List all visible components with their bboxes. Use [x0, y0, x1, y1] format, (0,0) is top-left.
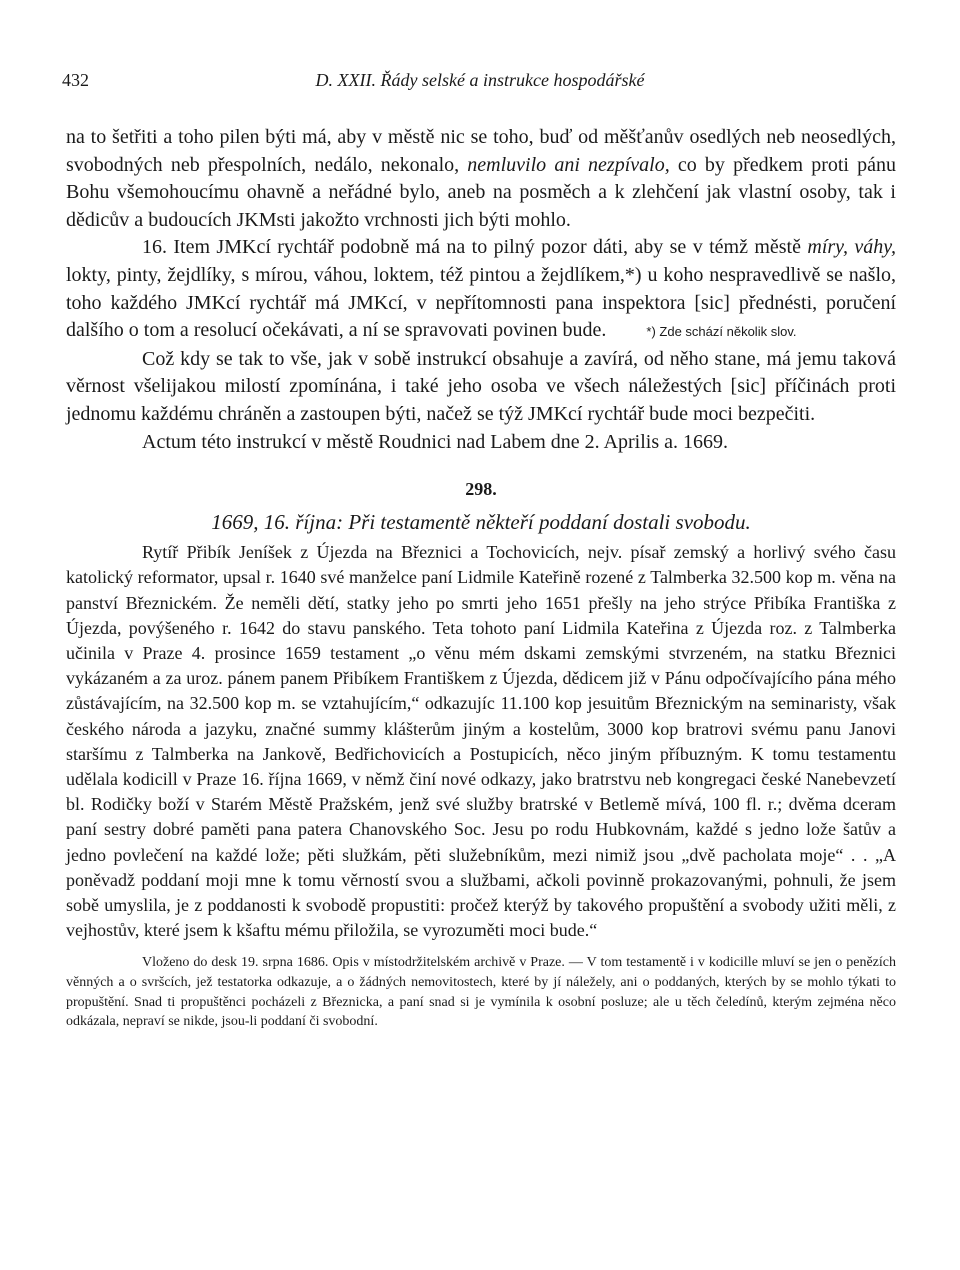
- paragraph-text: co by předkem proti pánu Bohu všemohoucímu ohavně a neřádné bylo, aneb na posměch a k zlehčení jak vlastní osoby, tak i dědicův a budoucích JKMsti jakožto vrchnosti jich býti mohlo.: [66, 153, 897, 231]
- note-text: Vloženo do desk 19. srpna 1686. Opis v místodržitelském archivě v Praze. — V tom testamentě i v kodicille mluví se jen o penězích věnných a o svršcích, jež testatorka odkazuje, a o žádných nemovitostech, které by jí náležely, ani o poddaných, kterých by se mohlo týkati to propuštění. Snad ti propuštěnci pocházeli z Březnicka, a paní snad si je vymínila k osobní posluze; ale u těch čeledínů, kterým zejména něco odkázala, nepraví se nikde, jsou-li poddaní či svobodní.: [66, 955, 896, 1030]
- paragraph-continuation: [66, 124, 896, 234]
- paragraph-text: 16. Item JMKcí rychtář podobně má na to pilný pozor dáti, aby se v témž městě: [142, 236, 808, 259]
- inline-footnote: *) Zde schází několik slov.: [646, 324, 797, 340]
- paragraph-actum: Actum této instrukcí v městě Roudnici nad Labem dne 2. Aprilis a. 1669.: [142, 430, 729, 453]
- document-title: 1669, 16. října: Při testamentě někteří poddaní dostali svobodu.: [211, 510, 751, 535]
- document-number: 298.: [465, 479, 497, 500]
- emphasis-text: míry, váhy,: [807, 236, 896, 259]
- emphasis-text: nemluvilo ani nezpívalo,: [467, 153, 670, 176]
- paragraph-text: lokty, pinty, žejdlíky, s mírou, váhou, loktem, též pintou a žejdlíkem,*) u koho nespravedlivě se našlo, toho každého JMKcí rychtář má JMKcí, v nepřítomnosti pana inspektora [sic] přednésti, poručení dalšího o tom a resolucí očekávati, a ní se spravovati povinen bude.: [66, 263, 896, 342]
- regest: [66, 540, 896, 943]
- editorial-note: [66, 953, 896, 1031]
- paragraph-text: na to šetřiti a toho pilen býti má, aby v městě nic se toho, buď od měšťanův osedlých neb neosedlých, svobodných neb přespolních, nedálo, nekonalo,: [66, 126, 896, 176]
- regest-text: Rytíř Přibík Jeníšek z Újezda na Březnici a Tochovicích, nejv. písař zemský a horlivý svého času katolický reformator, upsal r. 1640 své manželce paní Lidmile Kateřině rozené z Talmberka 32.500 kop m. věna na panství Březnickém. Že neměli dětí, statky jeho po smrti jeho 1651 přešly na jeho strýce Přibíka Františka z Újezda, povýšeného r. 1642 do stavu panského. Teta tohoto paní Lidmila Kateřina z Újezda roz. z Talmberka učinila v Praze 4. prosince 1659 testament „o věnu mém dskami zemskými stvrzeném, na statku Březnici vykázaném a za uroz. pánem panem Přibíkem Františkem z Újezda, dědicem již v Pánu odpočívajícího pána mého zůstávajícím, na 32.500 kop m. se vztahujícím,“ odkazujíc 11.100 kop jesuitům Březnickým na seminaristy, však českého národa a jazyku, značné summy klášterům jiným a kostelům, 3000 kop bratrovi svému panu Janovi staršímu z Talmberka na Jankově, Bedřichovicích a Postupicích, něco jiným příbuzným. K tomu testamentu udělala kodicill v Praze 16. října 1669, v němž činí nové odkazy, jako bratrstvu neb kongregaci české Nanebevzetí bl. Rodičky boží v Starém Městě Pražském, jenž své služby bratrské v Betlemě mívá, 100 fl. r.; dvěma dceram paní sestry dobré paměti pana patera Chanovského Soc. Jesu po rodu Hubkovnám, každé s jedno lože šatův a jedno povlečení na každé lože; pěti služkám, pěti služebníkům, mezi nimiž jsou „dvě pacholata moje“ . . „A poněvadž poddaní moji mne k tomu věrností svou a službami, ačkoli povinně prokazovanými, pohnuli, že jsem sobě umyslila, je z poddanosti k svobodě propustiti: pročež kterýž by takového propuštění a svobody užiti měli, z vejhostův, které jsem k kšaftu mému přiložila, se vyrozuměti moci bude.“: [66, 542, 896, 941]
- running-title: D. XXII. Řády selské a instrukce hospodářské: [315, 70, 645, 90]
- page-number: 432: [62, 70, 89, 90]
- page-header: [62, 70, 898, 94]
- paragraph-closing: Což kdy se tak to vše, jak v sobě instrukcí obsahuje a zavírá, od něho stane, má jemu taková věrnost všelijakou milostí zpomínána, i také jeho osoba ve všech náležestých [sic] příčinách proti jednomu každému chráněn a zastoupen býti, načež se týž JMKcí rychtář bude moci bezpečiti.: [66, 347, 896, 425]
- main-text: [66, 124, 896, 1032]
- paragraph-article-16: [66, 234, 896, 345]
